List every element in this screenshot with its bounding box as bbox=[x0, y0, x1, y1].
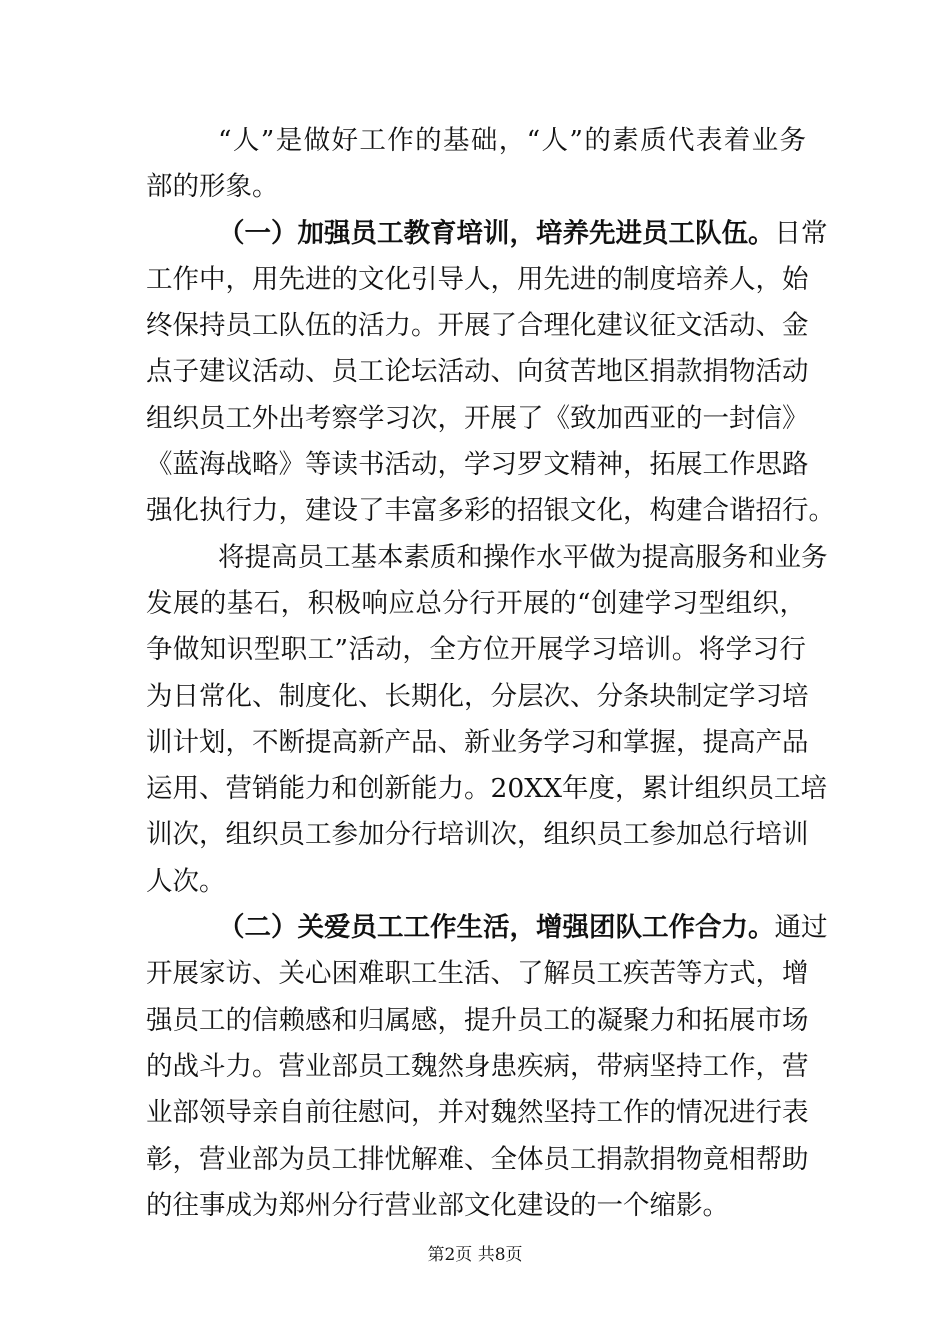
paragraph-line: “人”是做好工作的基础，“人”的素质代表着业务 bbox=[218, 125, 806, 156]
paragraph-heading-line bbox=[146, 905, 828, 951]
paragraph-line: 终保持员工队伍的活力。开展了合理化建议征文活动、金 bbox=[146, 310, 809, 342]
paragraph-line: 《蓝海战略》等读书活动，学习罗文精神，拓展工作思路 bbox=[146, 449, 809, 481]
paragraph-line: 强化执行力，建设了丰富多彩的招银文化，构建合谐招行。 bbox=[146, 495, 835, 527]
paragraph-line: 发展的基石，积极响应总分行开展的“创建学习型组织， bbox=[146, 587, 806, 619]
paragraph-line: 训计划，不断提高新产品、新业务学习和掌握，提高产品 bbox=[146, 726, 809, 758]
paragraph-line: 为日常化、制度化、长期化，分层次、分条块制定学习培 bbox=[146, 680, 809, 712]
paragraph-text: 通过 bbox=[774, 912, 828, 944]
paragraph-line: 的战斗力。营业部员工魏然身患疾病，带病坚持工作，营 bbox=[146, 1050, 809, 1082]
paragraph-line: 强员工的信赖感和归属感，提升员工的凝聚力和拓展市场 bbox=[146, 1004, 809, 1036]
paragraph-line: 工作中，用先进的文化引导人，用先进的制度培养人，始 bbox=[146, 263, 809, 295]
paragraph-line: 人次。 bbox=[146, 865, 226, 897]
paragraph-line: 争做知识型职工”活动，全方位开展学习培训。将学习行 bbox=[146, 634, 806, 666]
paragraph-heading-line bbox=[146, 211, 828, 257]
paragraph-line: 组织员工外出考察学习次，开展了《致加西亚的一封信》 bbox=[146, 402, 809, 434]
section-heading: （二）关爱员工工作生活，增强团队工作合力。 bbox=[218, 912, 775, 944]
section-heading: （一）加强员工教育培训，培养先进员工队伍。 bbox=[218, 217, 775, 249]
paragraph-line: 点子建议活动、员工论坛活动、向贫苦地区捐款捐物活动 bbox=[146, 356, 809, 388]
paragraph-text: 日常 bbox=[774, 217, 828, 249]
paragraph-line: 的往事成为郑州分行营业部文化建设的一个缩影。 bbox=[146, 1189, 729, 1221]
paragraph-line: 开展家访、关心困难职工生活、了解员工疾苦等方式，增 bbox=[146, 958, 809, 990]
paragraph-line: 彰，营业部为员工排忧解难、全体员工捐款捐物竟相帮助 bbox=[146, 1143, 809, 1175]
document-body bbox=[146, 118, 835, 1229]
paragraph-line: 部的形象。 bbox=[146, 171, 279, 203]
page-number-footer: 第2页 共8页 bbox=[427, 1245, 523, 1265]
paragraph-line: 业部领导亲自前往慰问，并对魏然坚持工作的情况进行表 bbox=[146, 1097, 809, 1129]
paragraph-line: 将提高员工基本素质和操作水平做为提高服务和业务 bbox=[218, 541, 828, 573]
paragraph-line: 运用、营销能力和创新能力。20XX年度，累计组织员工培 bbox=[146, 773, 827, 805]
paragraph-line: 训次，组织员工参加分行培训次，组织员工参加总行培训 bbox=[146, 819, 809, 851]
